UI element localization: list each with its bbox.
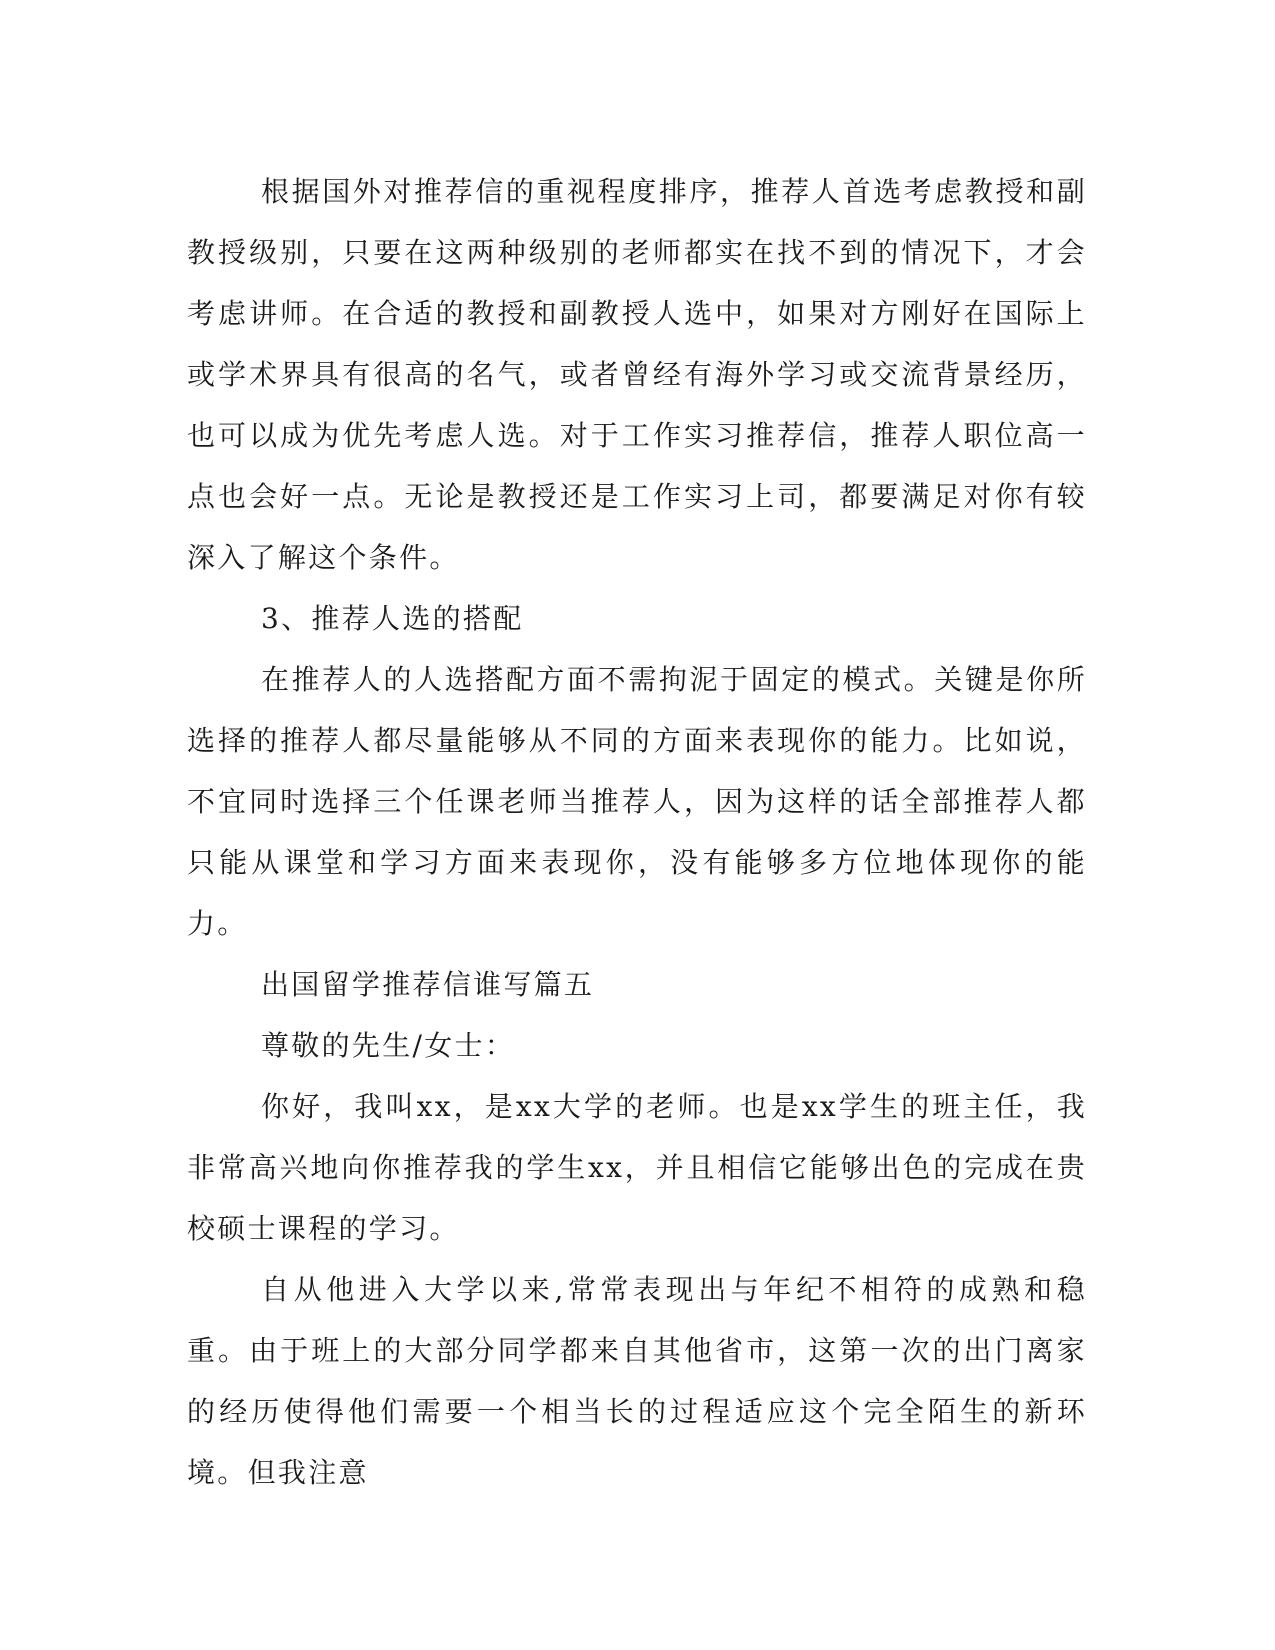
section-heading-article-five: 出国留学推荐信谁写篇五 — [261, 968, 595, 1001]
letter-salutation: 尊敬的先生/女士： — [261, 1029, 516, 1062]
section-heading-referee-combination: 3、推荐人选的搭配 — [261, 602, 524, 635]
paragraph-referee-combination: 在推荐人的人选搭配方面不需拘泥于固定的模式。关键是你所选择的推荐人都尽量能够从不同的方面来表现你的能力。比如说，不宜同时选择三个任课老师当推荐人，因为这样的话全部推荐人都只能从课堂和学习方面来表现你，没有能够多方位地体现你的能力。 — [187, 663, 1087, 940]
paragraph-letter-body: 自从他进入大学以来,常常表现出与年纪不相符的成熟和稳重。由于班上的大部分同学都来自其他省市，这第一次的出门离家的经历使得他们需要一个相当长的过程适应这个完全陌生的新环境。但我注意 — [187, 1273, 1087, 1489]
paragraph-referee-ranking: 根据国外对推荐信的重视程度排序，推荐人首选考虑教授和副教授级别，只要在这两种级别的老师都实在找不到的情况下，才会考虑讲师。在合适的教授和副教授人选中，如果对方刚好在国际上或学术界具有很高的名气，或者曾经有海外学习或交流背景经历，也可以成为优先考虑人选。对于工作实习推荐信，推荐人职位高一点也会好一点。无论是教授还是工作实习上司，都要满足对你有较深入了解这个条件。 — [187, 175, 1087, 574]
document-body — [187, 161, 1087, 1503]
paragraph-letter-intro: 你好，我叫xx，是xx大学的老师。也是xx学生的班主任，我非常高兴地向你推荐我的学生xx，并且相信它能够出色的完成在贵校硕士课程的学习。 — [187, 1090, 1087, 1245]
